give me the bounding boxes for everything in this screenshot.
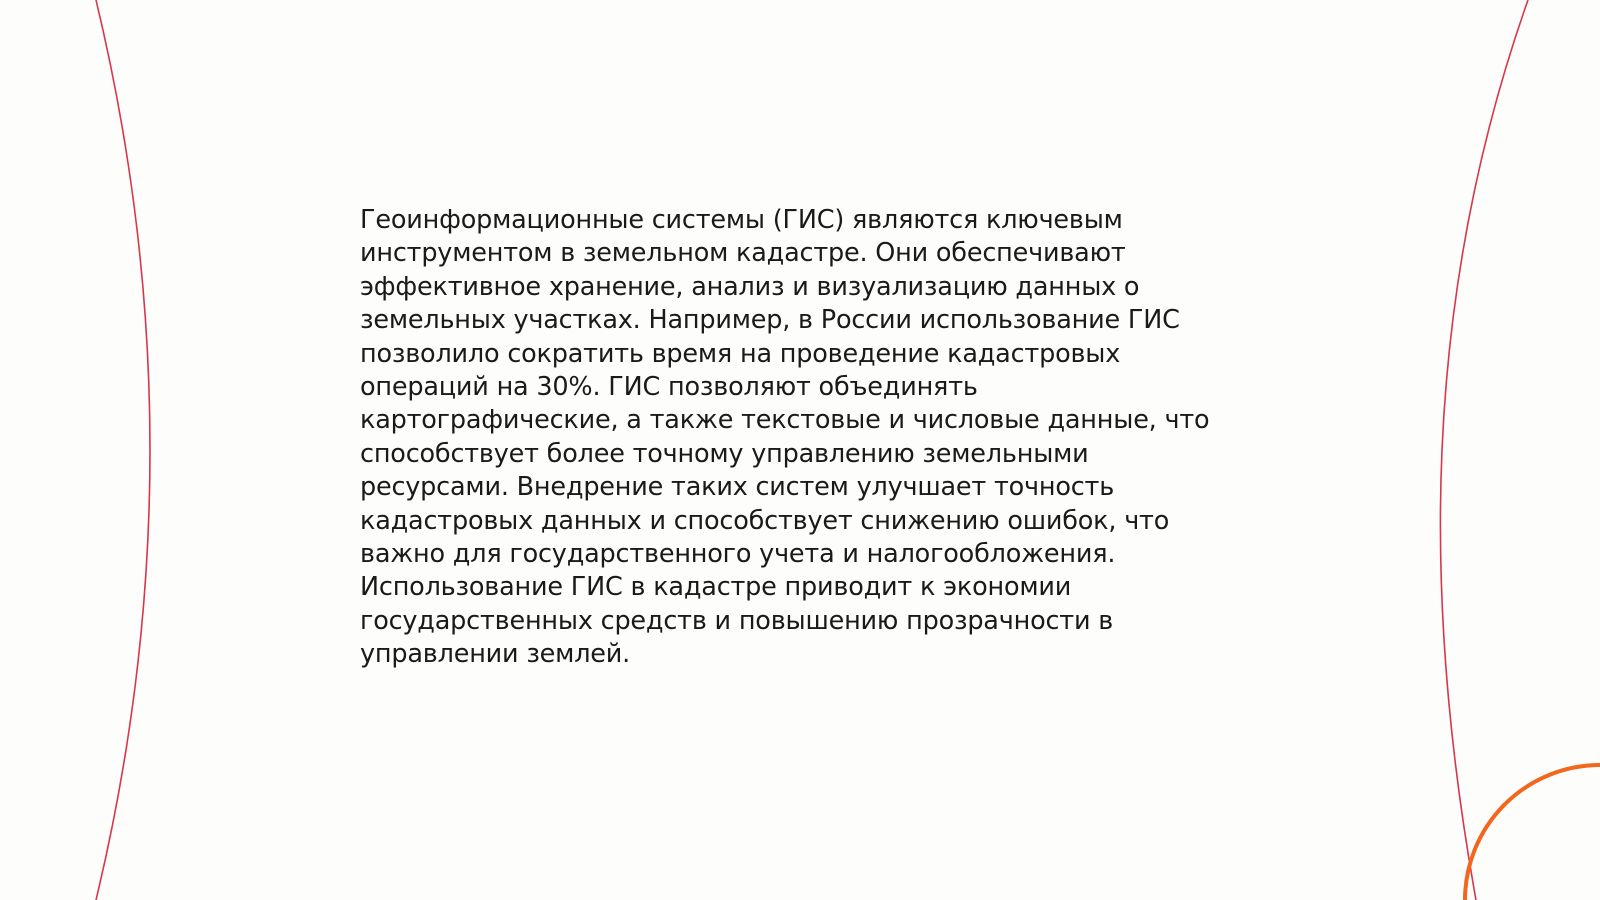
- paragraph-line: позволило сократить время на проведение кадастровых: [360, 338, 1121, 369]
- orange-arc: [1465, 765, 1600, 900]
- paragraph-line: Использование ГИС в кадастре приводит к экономии: [360, 572, 1072, 603]
- body-paragraph: [360, 204, 1240, 672]
- right-curve-line: [1440, 0, 1528, 900]
- paragraph-line: управлении землей.: [360, 639, 631, 670]
- paragraph-line: эффективное хранение, анализ и визуализацию данных о: [360, 271, 1140, 302]
- paragraph-line: ресурсами. Внедрение таких систем улучшает точность: [360, 472, 1115, 503]
- paragraph-line: земельных участках. Например, в России использование ГИС: [360, 305, 1180, 336]
- paragraph-line: Геоинформационные системы (ГИС) являются ключевым: [360, 205, 1123, 235]
- paragraph-line: картографические, а также текстовые и числовые данные, что: [360, 405, 1210, 436]
- paragraph-line: важно для государственного учета и налогообложения.: [360, 539, 1116, 570]
- paragraph-line: государственных средств и повышению прозрачности в: [360, 605, 1114, 636]
- paragraph-line: способствует более точному управлению земельными: [360, 438, 1089, 469]
- left-curve-line: [96, 0, 150, 900]
- paragraph-line: операций на 30%. ГИС позволяют объединять: [360, 372, 978, 403]
- paragraph-line: кадастровых данных и способствует снижению ошибок, что: [360, 505, 1170, 536]
- paragraph-line: инструментом в земельном кадастре. Они обеспечивают: [360, 238, 1126, 269]
